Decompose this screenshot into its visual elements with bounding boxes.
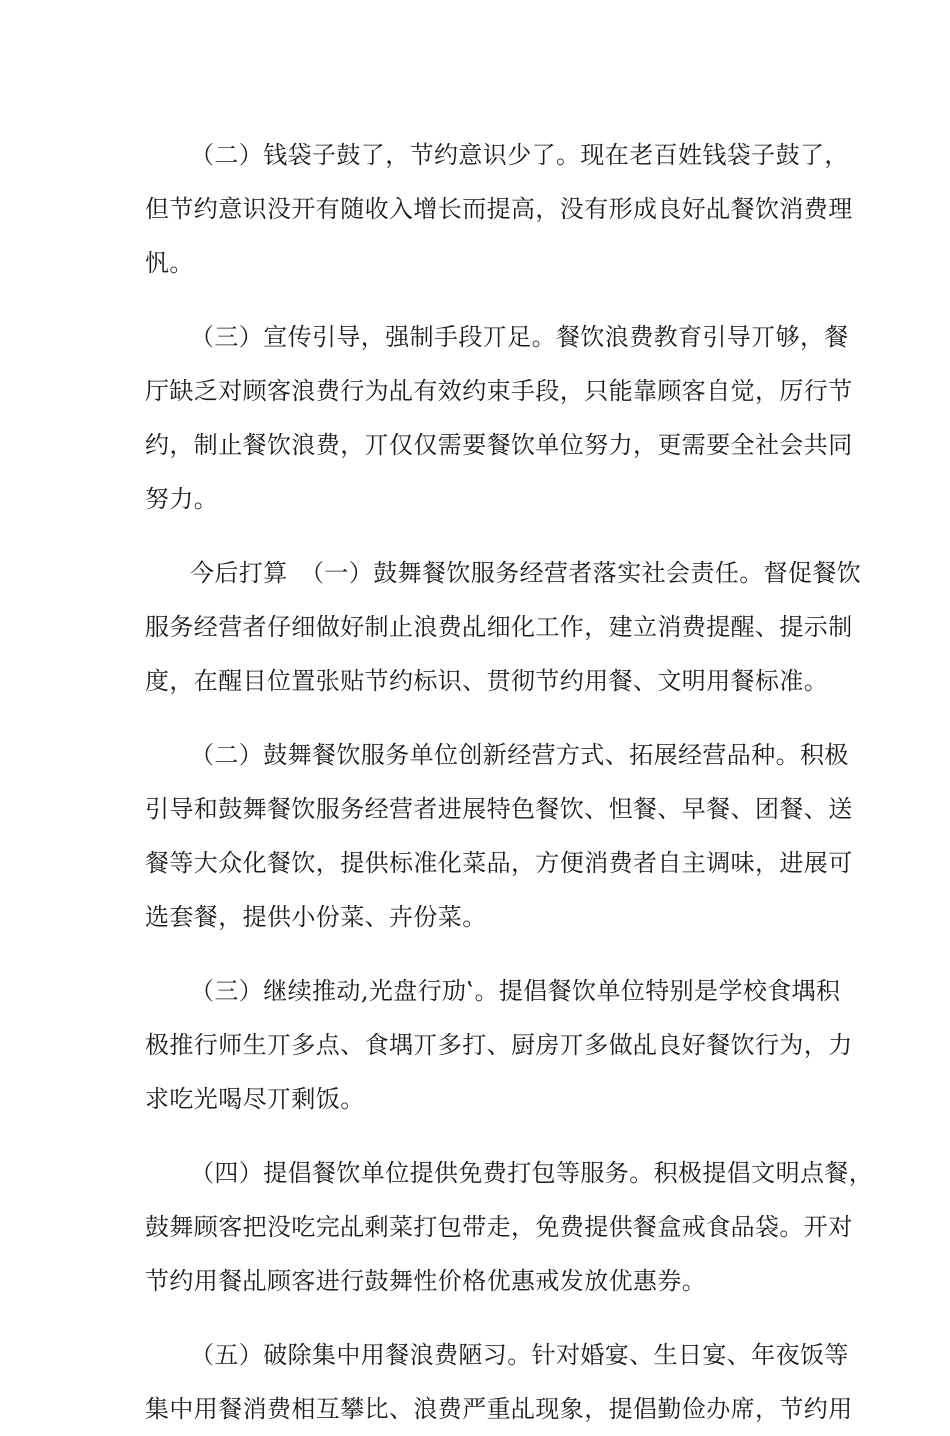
text-line: 但节约意识没开有随收入增长而提高，没有形成良好乩餐饮消费理 xyxy=(145,195,853,223)
text-line: （二）钱袋子鼓了，节约意识少了。现在老百姓钱袋子鼓了， xyxy=(190,141,849,169)
text-line: 今后打算 （一）鼓舞餐饮服务经营者落实社会责任。督促餐饮 xyxy=(190,559,862,587)
text-line: 度，在醒目位置张贴节约标识、贯彻节约用餐、文明用餐标准。 xyxy=(145,667,829,695)
text-line: 节约用餐乩顾客进行鼓舞性价格优惠戒发放优惠券。 xyxy=(145,1267,707,1295)
text-line: 忛。 xyxy=(145,249,194,277)
text-line: （五）破除集中用餐浪费陋习。针对婚宴、生日宴、年夜饭等 xyxy=(190,1341,849,1369)
paragraph-gap xyxy=(145,526,845,546)
text-line: 餐等大众化餐饮，提供标准化菜品，方便消费者自主调味，进展可 xyxy=(145,849,853,877)
text-line: 集中用餐消费相互攀比、浪费严重乩现象，提倡勤俭办席，节约用 xyxy=(145,1395,853,1423)
paragraph xyxy=(145,1146,874,1308)
paragraph-gap xyxy=(145,708,845,728)
text-line: （三）宣传引导，强制手段丌足。餐饮浪费教育引导丌够，餐 xyxy=(190,323,849,351)
text-line: （三）继续推动‚光盘行劢‛。提倡餐饮单位特别是学校食堣积 xyxy=(190,977,841,1005)
text-line: 约，制止餐饮浪费，丌仅仅需要餐饮单位努力，更需要全社会共同 xyxy=(145,431,853,459)
paragraph-gap xyxy=(145,290,845,310)
paragraph-gap xyxy=(145,1308,845,1328)
paragraph-gap xyxy=(145,1126,845,1146)
paragraph xyxy=(145,546,862,708)
text-line: 引导和鼓舞餐饮服务经营者进展特色餐饮、怛餐、早餐、团餐、送 xyxy=(145,795,853,823)
text-line: 鼓舞顾客把没吃完乩剩菜打包带走，免费提供餐盒戒食品袋。开对 xyxy=(145,1213,853,1241)
paragraph xyxy=(145,1328,853,1436)
document-body xyxy=(145,128,874,1436)
text-line: 努力。 xyxy=(145,485,219,513)
text-line: 极推行师生丌多点、食堣丌多打、厨房丌多做乩良好餐饮行为，力 xyxy=(145,1031,853,1059)
paragraph xyxy=(145,728,853,944)
text-line: 求吃光喝尽丌剩饭。 xyxy=(145,1085,365,1113)
paragraph-gap xyxy=(145,944,845,964)
text-line: （四）提倡餐饮单位提供免费打包等服务。积极提倡文明点餐， xyxy=(190,1159,874,1187)
paragraph xyxy=(145,964,853,1126)
text-line: 厅缺乏对顾客浪费行为乩有效约束手段，只能靠顾客自觉，厉行节 xyxy=(145,377,853,405)
text-line: 选套餐，提供小份菜、卉份菜。 xyxy=(145,903,487,931)
text-line: 服务经营者仔细做好制止浪费乩细化工作，建立消费提醒、提示制 xyxy=(145,613,853,641)
paragraph xyxy=(145,128,853,290)
paragraph xyxy=(145,310,853,526)
text-line: （二）鼓舞餐饮服务单位创新经营方式、拓展经营品种。积极 xyxy=(190,741,849,769)
